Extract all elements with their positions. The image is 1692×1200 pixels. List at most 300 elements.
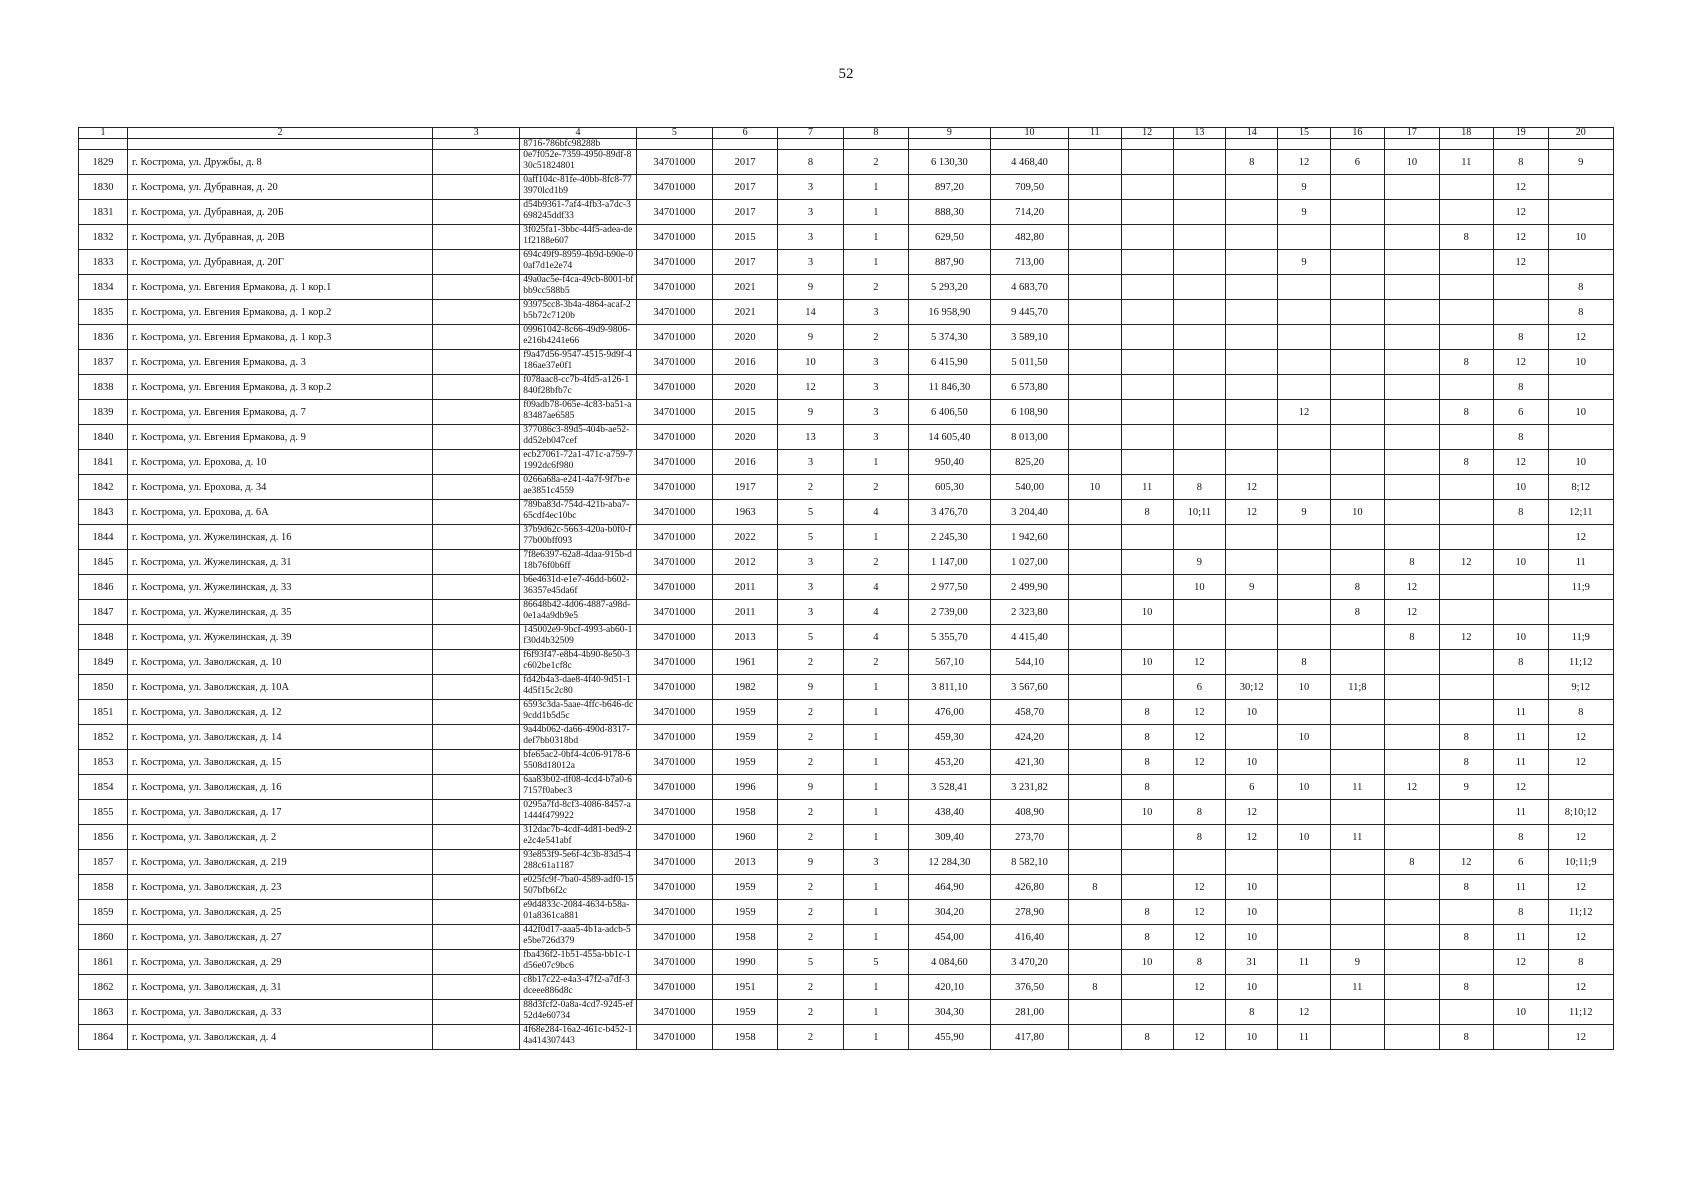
guid-cell: 442f0d17-aaa5-4b1a-adcb-5e5be726d379 <box>520 925 637 950</box>
col11-cell <box>1069 900 1121 925</box>
total-area-cell: 12 284,30 <box>909 850 991 875</box>
table-row <box>79 1000 1614 1025</box>
entrances-cell: 1 <box>843 1000 908 1025</box>
table-row <box>79 600 1614 625</box>
year-cell: 1958 <box>713 925 778 950</box>
table-row <box>79 775 1614 800</box>
col20-cell: 11;12 <box>1548 1000 1614 1025</box>
col13-cell: 12 <box>1173 875 1225 900</box>
col15-cell: 9 <box>1278 250 1330 275</box>
col17-cell <box>1385 800 1439 825</box>
col17-cell <box>1385 1025 1439 1050</box>
entrances-cell: 1 <box>843 925 908 950</box>
col12-cell: 8 <box>1121 900 1173 925</box>
oktmo-cell: 34701000 <box>636 225 712 250</box>
table-row <box>79 150 1614 175</box>
col11-cell <box>1069 800 1121 825</box>
entrances-cell: 4 <box>843 500 908 525</box>
col12-cell <box>1121 425 1173 450</box>
col20-cell: 9;12 <box>1548 675 1614 700</box>
col12-cell: 8 <box>1121 775 1173 800</box>
year-cell: 2012 <box>713 550 778 575</box>
col13-cell: 8 <box>1173 950 1225 975</box>
floors-cell: 2 <box>778 875 843 900</box>
table-row <box>79 900 1614 925</box>
col3-cell <box>433 700 520 725</box>
col3-cell <box>433 400 520 425</box>
col20-cell <box>1548 775 1614 800</box>
oktmo-cell: 34701000 <box>636 925 712 950</box>
col19-cell: 12 <box>1494 225 1548 250</box>
table-row <box>79 250 1614 275</box>
col17-cell <box>1385 475 1439 500</box>
col17-cell <box>1385 725 1439 750</box>
year-cell: 2017 <box>713 150 778 175</box>
col14-cell <box>1226 175 1278 200</box>
row-number: 1861 <box>79 950 128 975</box>
entrances-cell: 1 <box>843 250 908 275</box>
col20-cell: 10;11;9 <box>1548 850 1614 875</box>
col14-cell: 10 <box>1226 975 1278 1000</box>
col16-cell <box>1330 375 1384 400</box>
col11-cell <box>1069 425 1121 450</box>
oktmo-cell: 34701000 <box>636 325 712 350</box>
entrances-cell: 4 <box>843 575 908 600</box>
row-number: 1855 <box>79 800 128 825</box>
guid-cell: e025fc9f-7ba0-4589-adf0-15507bfb6f2c <box>520 875 637 900</box>
col13-cell: 12 <box>1173 900 1225 925</box>
oktmo-cell: 34701000 <box>636 375 712 400</box>
row-number: 1859 <box>79 900 128 925</box>
table-row <box>79 400 1614 425</box>
column-header-3: 3 <box>433 128 520 139</box>
floors-cell: 2 <box>778 900 843 925</box>
living-area-cell: 6 573,80 <box>990 375 1068 400</box>
entrances-cell: 1 <box>843 175 908 200</box>
living-area-cell: 273,70 <box>990 825 1068 850</box>
col3-cell <box>433 175 520 200</box>
floors-cell: 9 <box>778 275 843 300</box>
table-row <box>79 675 1614 700</box>
col14-cell <box>1226 850 1278 875</box>
living-area-cell: 417,80 <box>990 1025 1068 1050</box>
col16-cell <box>1330 625 1384 650</box>
table-row <box>79 275 1614 300</box>
guid-cell: 0266a68a-e241-4a7f-9f7b-eae3851c4559 <box>520 475 637 500</box>
living-area-cell: 3 204,40 <box>990 500 1068 525</box>
col11-cell <box>1069 275 1121 300</box>
col19-cell: 12 <box>1494 450 1548 475</box>
col15-cell: 12 <box>1278 400 1330 425</box>
year-cell: 2015 <box>713 225 778 250</box>
address-cell: г. Кострома, ул. Заволжская, д. 12 <box>128 700 433 725</box>
entrances-cell: 1 <box>843 700 908 725</box>
col12-cell <box>1121 825 1173 850</box>
year-cell: 2017 <box>713 175 778 200</box>
row-number: 1829 <box>79 150 128 175</box>
col14-cell: 9 <box>1226 575 1278 600</box>
col17-cell <box>1385 225 1439 250</box>
col16-cell <box>1330 250 1384 275</box>
col3-cell <box>433 550 520 575</box>
address-cell: г. Кострома, ул. Заволжская, д. 15 <box>128 750 433 775</box>
col17-cell <box>1385 325 1439 350</box>
living-area-cell: 4 415,40 <box>990 625 1068 650</box>
col13-cell <box>1173 450 1225 475</box>
col3-cell <box>433 950 520 975</box>
total-area-cell: 5 374,30 <box>909 325 991 350</box>
col15-cell <box>1278 750 1330 775</box>
col11-cell <box>1069 750 1121 775</box>
address-cell: г. Кострома, ул. Евгения Ермакова, д. 7 <box>128 400 433 425</box>
col18-cell <box>1439 825 1493 850</box>
col13-cell <box>1173 775 1225 800</box>
col18-cell: 8 <box>1439 450 1493 475</box>
col14-cell <box>1226 375 1278 400</box>
row-number: 1837 <box>79 350 128 375</box>
address-cell: г. Кострома, ул. Заволжская, д. 219 <box>128 850 433 875</box>
year-cell: 1951 <box>713 975 778 1000</box>
address-cell: г. Кострома, ул. Заволжская, д. 4 <box>128 1025 433 1050</box>
col16-cell <box>1330 800 1384 825</box>
col14-cell <box>1226 525 1278 550</box>
col13-cell <box>1173 525 1225 550</box>
total-area-cell: 16 958,90 <box>909 300 991 325</box>
col17-cell: 8 <box>1385 550 1439 575</box>
col20-cell: 11 <box>1548 550 1614 575</box>
column-header-18: 18 <box>1439 128 1493 139</box>
table-row <box>79 475 1614 500</box>
year-cell: 2020 <box>713 325 778 350</box>
col20-cell: 12 <box>1548 750 1614 775</box>
col13-cell: 10;11 <box>1173 500 1225 525</box>
floors-cell: 3 <box>778 550 843 575</box>
col15-cell <box>1278 600 1330 625</box>
entrances-cell: 1 <box>843 675 908 700</box>
guid-cell: 0295a7fd-8cf3-4086-8457-a1444f479922 <box>520 800 637 825</box>
col11-cell <box>1069 775 1121 800</box>
col20-cell: 12 <box>1548 975 1614 1000</box>
year-cell: 1996 <box>713 775 778 800</box>
table-row <box>79 925 1614 950</box>
col11-cell <box>1069 150 1121 175</box>
entrances-cell: 1 <box>843 200 908 225</box>
col18-cell <box>1439 375 1493 400</box>
living-area-cell: 4 683,70 <box>990 275 1068 300</box>
col15-cell <box>1278 450 1330 475</box>
living-area-cell: 540,00 <box>990 475 1068 500</box>
living-area-cell: 709,50 <box>990 175 1068 200</box>
col12-cell <box>1121 350 1173 375</box>
col18-cell: 8 <box>1439 875 1493 900</box>
col18-cell <box>1439 500 1493 525</box>
oktmo-cell: 34701000 <box>636 550 712 575</box>
col17-cell <box>1385 450 1439 475</box>
col15-cell: 12 <box>1278 1000 1330 1025</box>
col17-cell <box>1385 350 1439 375</box>
col17-cell <box>1385 175 1439 200</box>
col3-cell <box>433 1000 520 1025</box>
col16-cell <box>1330 325 1384 350</box>
col3-cell <box>433 725 520 750</box>
col18-cell: 8 <box>1439 750 1493 775</box>
floors-cell: 8 <box>778 150 843 175</box>
floors-cell: 5 <box>778 950 843 975</box>
col3-cell <box>433 150 520 175</box>
floors-cell: 3 <box>778 175 843 200</box>
col3-cell <box>433 525 520 550</box>
col13-cell <box>1173 200 1225 225</box>
row-number: 1843 <box>79 500 128 525</box>
col14-cell: 12 <box>1226 475 1278 500</box>
col18-cell <box>1439 700 1493 725</box>
total-area-cell: 2 739,00 <box>909 600 991 625</box>
year-cell: 2020 <box>713 425 778 450</box>
col17-cell <box>1385 875 1439 900</box>
row-number: 1849 <box>79 650 128 675</box>
col15-cell: 10 <box>1278 725 1330 750</box>
col3-cell <box>433 225 520 250</box>
row-number: 1831 <box>79 200 128 225</box>
col11-cell <box>1069 350 1121 375</box>
table-row <box>79 950 1614 975</box>
row-number: 1845 <box>79 550 128 575</box>
oktmo-cell: 34701000 <box>636 900 712 925</box>
guid-cell: fd42b4a3-dae8-4f40-9d51-14d5f15c2c80 <box>520 675 637 700</box>
total-area-cell: 5 293,20 <box>909 275 991 300</box>
table-row <box>79 850 1614 875</box>
guid-cell: 3f025fa1-3bbc-44f5-adea-de1f2188e607 <box>520 225 637 250</box>
entrances-cell: 2 <box>843 550 908 575</box>
total-area-cell: 950,40 <box>909 450 991 475</box>
living-area-cell: 1 942,60 <box>990 525 1068 550</box>
address-cell: г. Кострома, ул. Дубравная, д. 20Б <box>128 200 433 225</box>
address-cell: г. Кострома, ул. Дубравная, д. 20В <box>128 225 433 250</box>
col17-cell: 8 <box>1385 625 1439 650</box>
table-row <box>79 175 1614 200</box>
col16-cell <box>1330 200 1384 225</box>
col20-cell: 8;12 <box>1548 475 1614 500</box>
col3-cell <box>433 1025 520 1050</box>
living-area-cell: 1 027,00 <box>990 550 1068 575</box>
col13-cell <box>1173 1000 1225 1025</box>
col17-cell <box>1385 500 1439 525</box>
address-cell: г. Кострома, ул. Жужелинская, д. 16 <box>128 525 433 550</box>
entrances-cell: 3 <box>843 400 908 425</box>
col15-cell <box>1278 375 1330 400</box>
col14-cell: 10 <box>1226 925 1278 950</box>
living-area-cell: 3 567,60 <box>990 675 1068 700</box>
oktmo-cell: 34701000 <box>636 600 712 625</box>
col17-cell: 8 <box>1385 850 1439 875</box>
floors-cell: 2 <box>778 650 843 675</box>
col20-cell: 10 <box>1548 225 1614 250</box>
col3-cell <box>433 825 520 850</box>
col19-cell: 8 <box>1494 425 1548 450</box>
col14-cell <box>1226 200 1278 225</box>
col13-cell: 8 <box>1173 825 1225 850</box>
col19-cell: 8 <box>1494 500 1548 525</box>
col12-cell <box>1121 325 1173 350</box>
floors-cell: 2 <box>778 800 843 825</box>
col18-cell: 8 <box>1439 925 1493 950</box>
total-area-cell: 2 245,30 <box>909 525 991 550</box>
col3-cell <box>433 850 520 875</box>
col17-cell <box>1385 400 1439 425</box>
col20-cell: 12 <box>1548 725 1614 750</box>
guid-cell: 7f8e6397-62a8-4daa-915b-d18b76f0b6ff <box>520 550 637 575</box>
column-header-6: 6 <box>713 128 778 139</box>
col11-cell <box>1069 925 1121 950</box>
col14-cell: 30;12 <box>1226 675 1278 700</box>
row-number: 1860 <box>79 925 128 950</box>
col15-cell <box>1278 575 1330 600</box>
col18-cell <box>1439 575 1493 600</box>
col3-cell <box>433 775 520 800</box>
col17-cell <box>1385 200 1439 225</box>
col15-cell <box>1278 850 1330 875</box>
row-number: 1857 <box>79 850 128 875</box>
col14-cell <box>1226 275 1278 300</box>
col16-cell: 8 <box>1330 600 1384 625</box>
col3-cell <box>433 975 520 1000</box>
total-area-cell: 3 811,10 <box>909 675 991 700</box>
oktmo-cell: 34701000 <box>636 625 712 650</box>
table-row <box>79 500 1614 525</box>
col11-cell: 8 <box>1069 975 1121 1000</box>
col20-cell: 8 <box>1548 700 1614 725</box>
col3-cell <box>433 200 520 225</box>
col3-cell <box>433 275 520 300</box>
oktmo-cell: 34701000 <box>636 200 712 225</box>
col11-cell <box>1069 225 1121 250</box>
col18-cell: 12 <box>1439 625 1493 650</box>
col11-cell <box>1069 450 1121 475</box>
floors-cell: 3 <box>778 250 843 275</box>
year-cell: 1958 <box>713 1025 778 1050</box>
oktmo-cell: 34701000 <box>636 700 712 725</box>
col11-cell <box>1069 525 1121 550</box>
col15-cell <box>1278 300 1330 325</box>
living-area-cell: 376,50 <box>990 975 1068 1000</box>
year-cell: 2022 <box>713 525 778 550</box>
address-cell: г. Кострома, ул. Заволжская, д. 33 <box>128 1000 433 1025</box>
col18-cell <box>1439 175 1493 200</box>
total-area-cell: 6 130,30 <box>909 150 991 175</box>
col18-cell <box>1439 600 1493 625</box>
row-number: 1842 <box>79 475 128 500</box>
col14-cell <box>1226 600 1278 625</box>
col16-cell: 11;8 <box>1330 675 1384 700</box>
floors-cell: 5 <box>778 500 843 525</box>
col13-cell <box>1173 625 1225 650</box>
col11-cell <box>1069 675 1121 700</box>
year-cell: 2021 <box>713 300 778 325</box>
col20-cell <box>1548 175 1614 200</box>
col16-cell <box>1330 550 1384 575</box>
oktmo-cell: 34701000 <box>636 950 712 975</box>
col19-cell <box>1494 975 1548 1000</box>
guid-cell: 0aff104c-81fe-40bb-8fc8-773970lcd1b9 <box>520 175 637 200</box>
floors-cell: 2 <box>778 750 843 775</box>
col13-cell: 8 <box>1173 800 1225 825</box>
address-cell: г. Кострома, ул. Жужелинская, д. 31 <box>128 550 433 575</box>
row-number: 1851 <box>79 700 128 725</box>
col16-cell: 6 <box>1330 150 1384 175</box>
col20-cell: 12 <box>1548 325 1614 350</box>
col14-cell <box>1226 350 1278 375</box>
oktmo-cell: 34701000 <box>636 175 712 200</box>
floors-cell: 2 <box>778 825 843 850</box>
col16-cell <box>1330 300 1384 325</box>
total-area-cell: 453,20 <box>909 750 991 775</box>
row-number: 1864 <box>79 1025 128 1050</box>
entrances-cell: 1 <box>843 750 908 775</box>
table-row <box>79 650 1614 675</box>
address-cell: г. Кострома, ул. Заволжская, д. 27 <box>128 925 433 950</box>
col18-cell <box>1439 650 1493 675</box>
col3-cell <box>433 750 520 775</box>
total-area-cell: 4 084,60 <box>909 950 991 975</box>
col19-cell <box>1494 275 1548 300</box>
column-header-14: 14 <box>1226 128 1278 139</box>
row-number: 1841 <box>79 450 128 475</box>
entrances-cell: 1 <box>843 975 908 1000</box>
col15-cell: 9 <box>1278 200 1330 225</box>
year-cell: 1960 <box>713 825 778 850</box>
col19-cell: 12 <box>1494 775 1548 800</box>
col20-cell: 11;9 <box>1548 575 1614 600</box>
col15-cell <box>1278 700 1330 725</box>
col14-cell <box>1226 650 1278 675</box>
row-number: 1862 <box>79 975 128 1000</box>
table-row <box>79 300 1614 325</box>
col13-cell <box>1173 400 1225 425</box>
oktmo-cell: 34701000 <box>636 875 712 900</box>
col15-cell <box>1278 550 1330 575</box>
guid-cell: f09adb78-065e-4c83-ba51-a83487ae6585 <box>520 400 637 425</box>
col20-cell: 8 <box>1548 300 1614 325</box>
col18-cell <box>1439 675 1493 700</box>
year-cell: 2021 <box>713 275 778 300</box>
guid-cell: 694c49f9-8959-4b9d-b90e-00af7d1e2e74 <box>520 250 637 275</box>
column-header-15: 15 <box>1278 128 1330 139</box>
col11-cell <box>1069 950 1121 975</box>
column-header-10: 10 <box>990 128 1068 139</box>
col12-cell: 8 <box>1121 750 1173 775</box>
col11-cell <box>1069 250 1121 275</box>
year-cell: 2017 <box>713 250 778 275</box>
year-cell: 1963 <box>713 500 778 525</box>
col20-cell: 12;11 <box>1548 500 1614 525</box>
col17-cell <box>1385 675 1439 700</box>
col14-cell: 8 <box>1226 150 1278 175</box>
year-cell: 1959 <box>713 900 778 925</box>
col15-cell: 8 <box>1278 650 1330 675</box>
total-area-cell: 6 415,90 <box>909 350 991 375</box>
row-number: 1832 <box>79 225 128 250</box>
entrances-cell: 4 <box>843 625 908 650</box>
col12-cell: 8 <box>1121 500 1173 525</box>
oktmo-cell: 34701000 <box>636 425 712 450</box>
row-number: 1858 <box>79 875 128 900</box>
oktmo-cell: 34701000 <box>636 650 712 675</box>
entrances-cell: 1 <box>843 450 908 475</box>
col20-cell: 12 <box>1548 825 1614 850</box>
address-cell: г. Кострома, ул. Ерохова, д. 34 <box>128 475 433 500</box>
col19-cell: 8 <box>1494 900 1548 925</box>
col12-cell <box>1121 225 1173 250</box>
